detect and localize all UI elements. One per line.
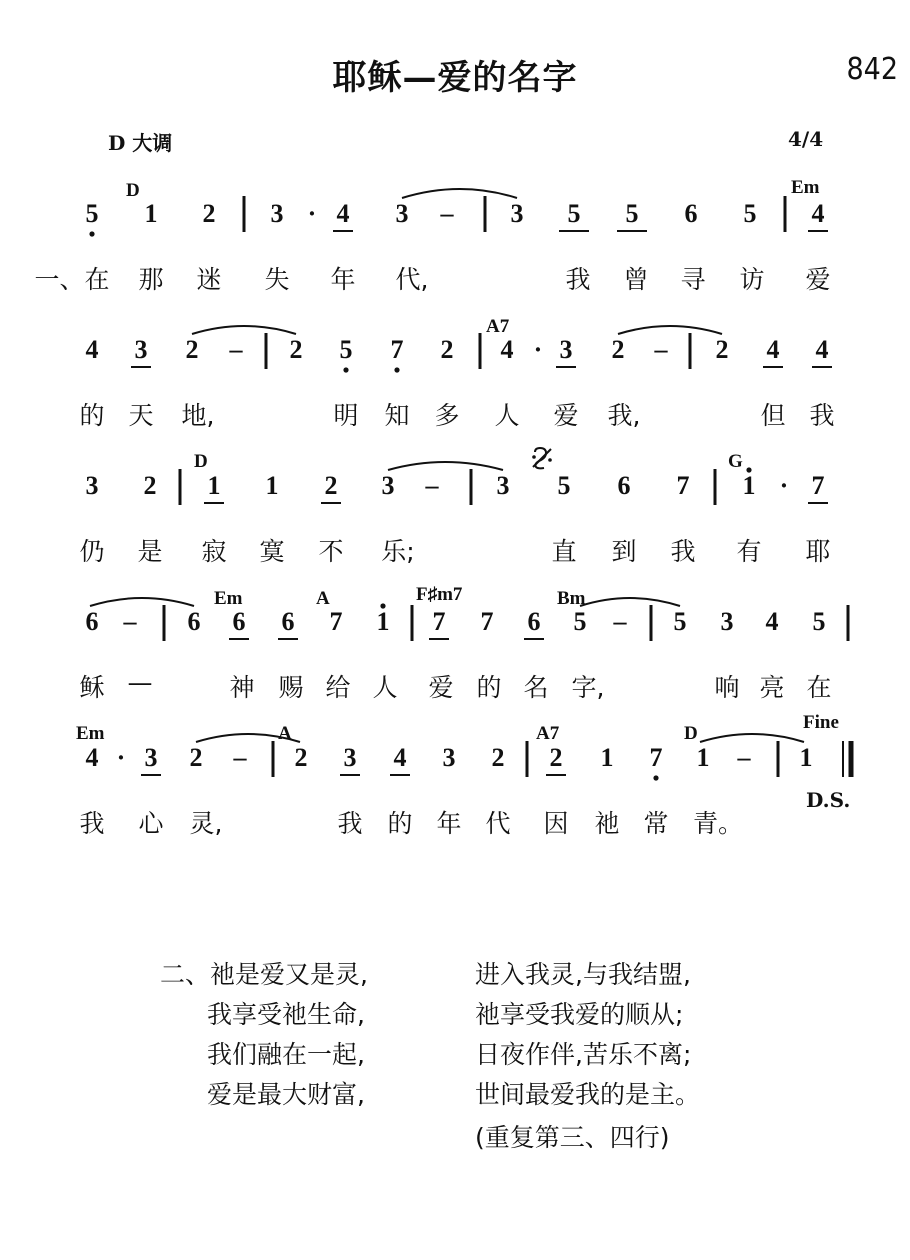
lyric: 祂 xyxy=(594,809,620,838)
lyric: 因 xyxy=(543,809,569,838)
note: 4 xyxy=(766,335,780,364)
dash: – xyxy=(737,743,751,772)
dash: – xyxy=(654,335,668,364)
lyric: 年 xyxy=(330,265,356,294)
note: 7 xyxy=(329,607,343,636)
note: 2 xyxy=(202,199,216,228)
lyric: 爱 xyxy=(553,401,579,430)
note: 6 xyxy=(187,607,201,636)
lyric: 那 xyxy=(138,265,164,294)
note: 3 xyxy=(559,335,573,364)
note: 6 xyxy=(617,471,631,500)
lyric: 心 xyxy=(138,809,164,838)
chord-symbol: A xyxy=(316,588,330,609)
note: 1 xyxy=(696,743,710,772)
note: 6 xyxy=(527,607,541,636)
note: 1 xyxy=(207,471,221,500)
hymn-title: 耶稣—爱的名字 xyxy=(332,58,578,98)
lyric: 仍 xyxy=(79,537,105,566)
lyric: 明 xyxy=(333,401,359,430)
note: 6 xyxy=(85,607,99,636)
lyric: 知 xyxy=(384,401,410,430)
lyric: 乐; xyxy=(381,537,415,566)
lyric: 我 xyxy=(809,401,835,430)
lyric: 常 xyxy=(643,809,669,838)
note: 1 xyxy=(265,471,279,500)
chord-symbol: G xyxy=(728,451,743,472)
note: 3 xyxy=(395,199,409,228)
chord-symbol: Bm xyxy=(557,588,586,609)
chord-symbol: D xyxy=(126,180,140,201)
note: 2 xyxy=(289,335,303,364)
note: 3 xyxy=(343,743,357,772)
ds-marker: D.S. xyxy=(806,788,851,812)
lyric: 我 xyxy=(79,809,105,838)
verse-line-right: 进入我灵,与我结盟, xyxy=(475,960,691,989)
low-octave-dot xyxy=(653,775,658,780)
note: 6 xyxy=(281,607,295,636)
note: 1 xyxy=(799,743,813,772)
repeat-note: (重复第三、四行) xyxy=(475,1123,670,1152)
lyric: 直 xyxy=(551,537,577,566)
dot: · xyxy=(779,471,789,500)
note: 4 xyxy=(85,335,99,364)
dash: – xyxy=(233,743,247,772)
note: 3 xyxy=(381,471,395,500)
note: 5 xyxy=(673,607,687,636)
lyric: 寂 xyxy=(201,537,227,566)
lyric: 的 xyxy=(387,809,413,838)
note: 6 xyxy=(232,607,246,636)
lyric: 神 xyxy=(229,673,255,702)
note: 2 xyxy=(324,471,338,500)
note: 3 xyxy=(496,471,510,500)
note: 1 xyxy=(376,607,390,636)
lyric: 灵, xyxy=(189,809,223,838)
lyric: 多 xyxy=(434,401,460,430)
dash: – xyxy=(613,607,627,636)
note: 1 xyxy=(600,743,614,772)
hymn-number: 842 xyxy=(846,52,898,87)
lyric: 不 xyxy=(318,537,344,566)
lyric: 在 xyxy=(806,673,832,702)
note: 1 xyxy=(144,199,158,228)
lyric: 亮 xyxy=(759,673,785,702)
lyric: 人 xyxy=(494,401,520,430)
lyric: 给 xyxy=(325,673,351,702)
lyric: 我, xyxy=(607,401,641,430)
verse-line-right: 祂享受我爱的顺从; xyxy=(475,1000,684,1029)
note: 2 xyxy=(294,743,308,772)
lyric: 寞 xyxy=(259,537,285,566)
dot: · xyxy=(116,743,126,772)
tie xyxy=(618,326,722,334)
note: 5 xyxy=(85,199,99,228)
lyric: 是 xyxy=(137,537,163,566)
note: 4 xyxy=(815,335,829,364)
note: 5 xyxy=(339,335,353,364)
low-octave-dot xyxy=(343,367,348,372)
verse-line-left: 爱是最大财富, xyxy=(207,1080,365,1109)
lyric: 寻 xyxy=(680,265,706,294)
low-octave-dot xyxy=(89,231,94,236)
note: 5 xyxy=(567,199,581,228)
tie xyxy=(192,326,296,334)
dash: – xyxy=(229,335,243,364)
note: 5 xyxy=(573,607,587,636)
lyric: 天 xyxy=(128,401,154,430)
verse-line-left: 二、祂是爱又是灵, xyxy=(160,960,368,989)
dash: – xyxy=(123,607,137,636)
lyric: 响 xyxy=(714,673,740,702)
dash: – xyxy=(440,199,454,228)
lyric: 代, xyxy=(395,265,429,294)
lyric: 有 xyxy=(736,537,762,566)
tie xyxy=(388,462,503,470)
segno-icon xyxy=(532,448,552,468)
note: 5 xyxy=(557,471,571,500)
note: 4 xyxy=(500,335,514,364)
lyric: 到 xyxy=(611,537,637,566)
lyric: 我 xyxy=(565,265,591,294)
note: 2 xyxy=(715,335,729,364)
dash: – xyxy=(425,471,439,500)
lyric: 我 xyxy=(337,809,363,838)
tie xyxy=(700,734,804,742)
note: 7 xyxy=(432,607,446,636)
lyric: 爱 xyxy=(428,673,454,702)
chord-symbol: Em xyxy=(791,177,820,198)
chord-symbol: D xyxy=(194,451,208,472)
tie xyxy=(580,598,680,606)
lyric: 但 xyxy=(760,401,786,430)
chord-symbol: A xyxy=(278,723,292,744)
note: 3 xyxy=(442,743,456,772)
note: 3 xyxy=(720,607,734,636)
dot: · xyxy=(307,199,317,228)
lyric: 赐 xyxy=(278,673,304,702)
lyric: 曾 xyxy=(623,265,649,294)
time-signature: 4/4 xyxy=(788,127,824,151)
lyric: 青。 xyxy=(693,809,744,838)
note: 2 xyxy=(549,743,563,772)
note: 2 xyxy=(189,743,203,772)
note: 7 xyxy=(649,743,663,772)
verse-line-right: 日夜作伴,苦乐不离; xyxy=(475,1040,692,1069)
note: 3 xyxy=(134,335,148,364)
lyric: 人 xyxy=(372,673,398,702)
lyric: 爱 xyxy=(805,265,831,294)
low-octave-dot xyxy=(394,367,399,372)
lyric: 字, xyxy=(571,673,605,702)
lyric: 一、在 xyxy=(34,265,110,294)
fine-marker: Fine xyxy=(803,712,839,733)
chord-symbol: F♯m7 xyxy=(416,584,463,605)
lyric: 访 xyxy=(739,265,765,294)
note: 5 xyxy=(625,199,639,228)
note: 4 xyxy=(765,607,779,636)
note: 3 xyxy=(144,743,158,772)
tie xyxy=(90,598,194,606)
dot: · xyxy=(533,335,543,364)
lyric: 年 xyxy=(436,809,462,838)
note: 7 xyxy=(676,471,690,500)
note: 4 xyxy=(85,743,99,772)
note: 5 xyxy=(743,199,757,228)
lyric: 名 xyxy=(523,673,549,702)
note: 7 xyxy=(811,471,825,500)
lyric: 耶 xyxy=(805,537,831,566)
note: 4 xyxy=(336,199,350,228)
note: 3 xyxy=(510,199,524,228)
note: 7 xyxy=(480,607,494,636)
lyric: 我 xyxy=(670,537,696,566)
note: 2 xyxy=(491,743,505,772)
note: 3 xyxy=(85,471,99,500)
key-signature: D 大调 xyxy=(108,131,173,155)
chord-symbol: Em xyxy=(76,723,105,744)
verse-line-left: 我们融在一起, xyxy=(207,1040,365,1069)
note: 2 xyxy=(440,335,454,364)
note: 2 xyxy=(143,471,157,500)
lyric: 迷 xyxy=(196,265,222,294)
lyric: 的 xyxy=(79,401,105,430)
note: 7 xyxy=(390,335,404,364)
note: 4 xyxy=(393,743,407,772)
chord-symbol: A7 xyxy=(486,316,510,337)
lyric: 稣 xyxy=(79,673,105,702)
lyric: — xyxy=(127,668,153,697)
chord-symbol: Em xyxy=(214,588,243,609)
note: 3 xyxy=(270,199,284,228)
note: 5 xyxy=(812,607,826,636)
chord-symbol: D xyxy=(684,723,698,744)
lyric: 失 xyxy=(264,265,290,294)
verse-line-right: 世间最爱我的是主。 xyxy=(475,1080,701,1109)
verse-line-left: 我享受祂生命, xyxy=(207,1000,365,1029)
note: 1 xyxy=(742,471,756,500)
note: 2 xyxy=(611,335,625,364)
note: 2 xyxy=(185,335,199,364)
lyric: 地, xyxy=(181,401,215,430)
note: 6 xyxy=(684,199,698,228)
chord-symbol: A7 xyxy=(536,723,560,744)
note: 4 xyxy=(811,199,825,228)
lyric: 的 xyxy=(476,673,502,702)
lyric: 代 xyxy=(485,809,511,838)
tie xyxy=(402,189,517,198)
